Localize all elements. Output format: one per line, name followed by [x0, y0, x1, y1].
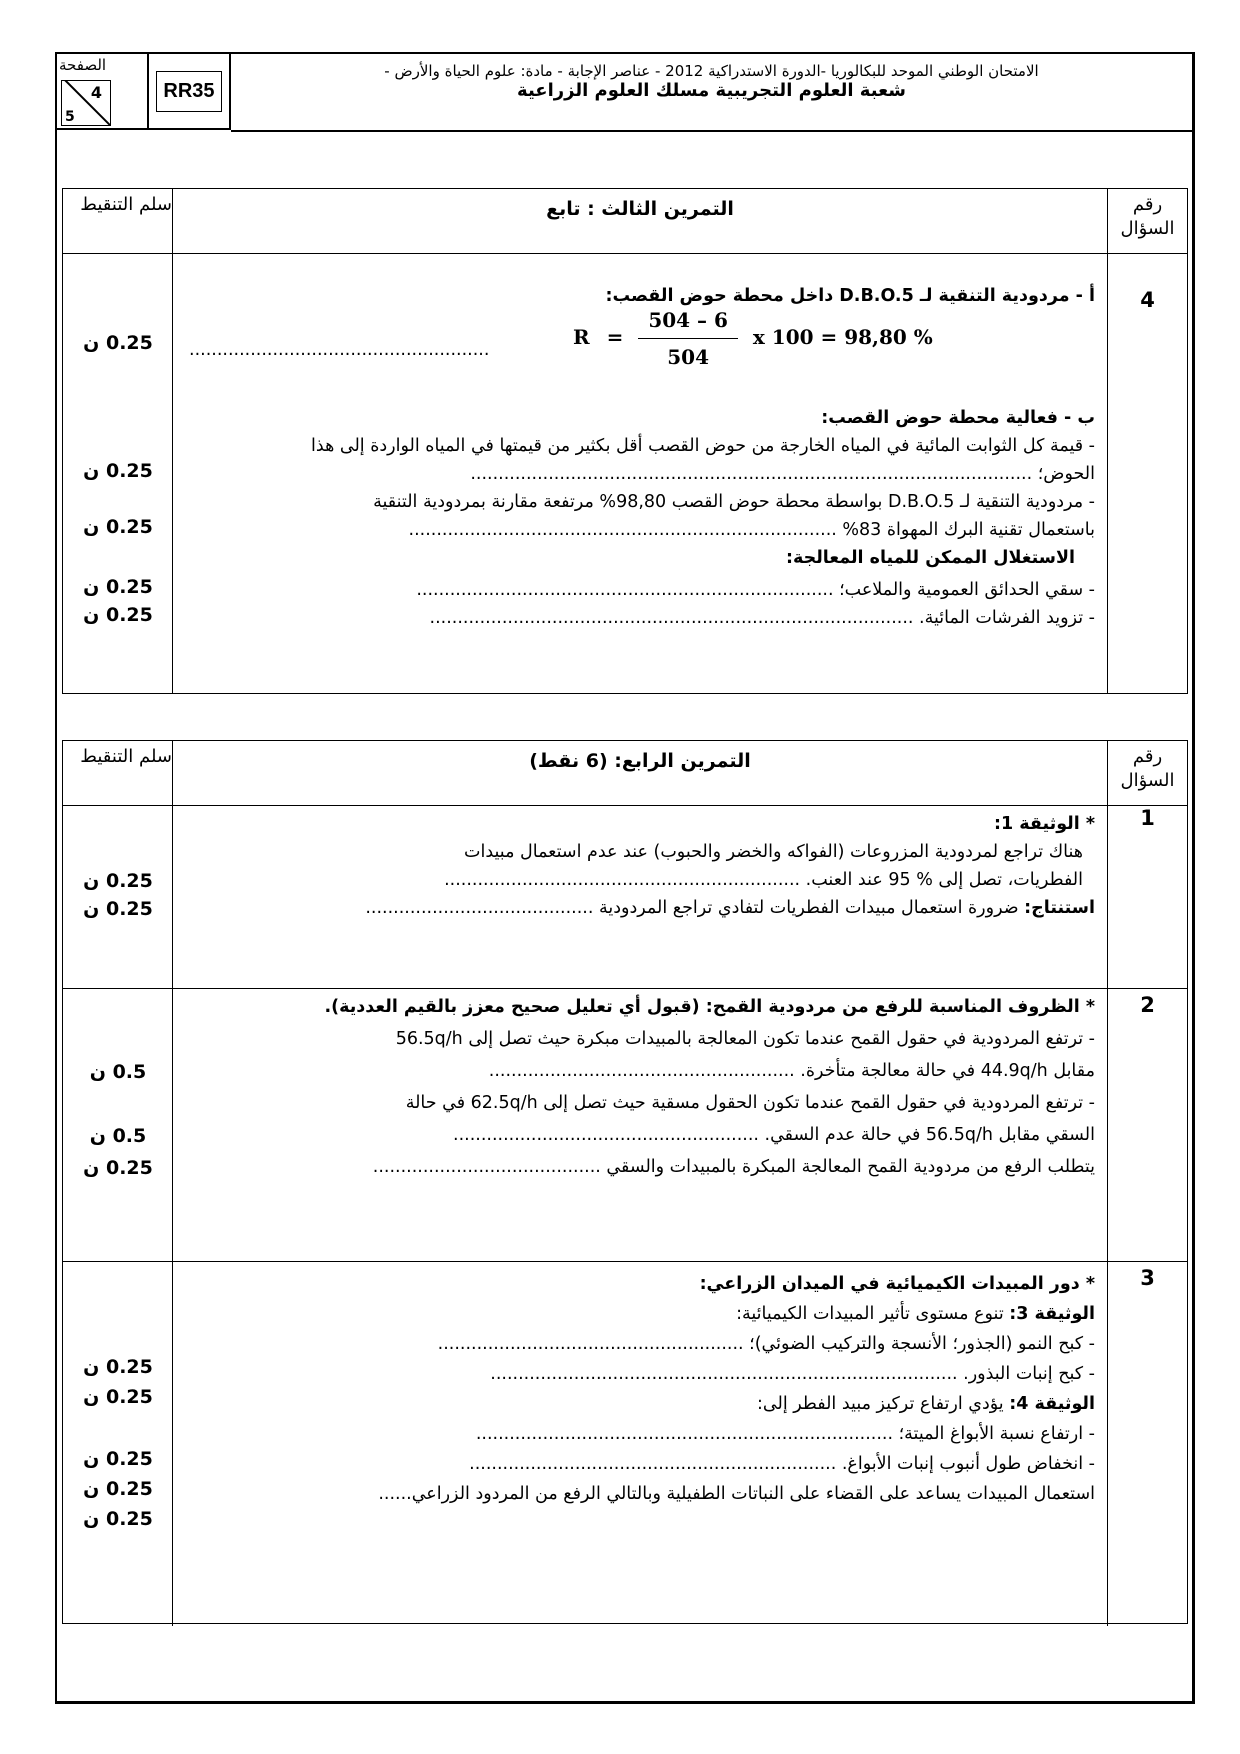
score-value: 0.25 ن	[83, 870, 153, 892]
score-value: 0.25 ن	[83, 1356, 153, 1378]
q2-line4: السقي مقابل 56.5q/h في حالة عدم السقي. .......................................................	[453, 1125, 1095, 1145]
formula-dots: ......................................................	[189, 340, 490, 360]
q2-line5: يتطلب الرفع من مردودية القمح المعالجة المبكرة بالمبيدات والسقي .........................................	[372, 1157, 1095, 1177]
q3-line3: - ارتفاع نسبة الأبواغ الميتة؛ ...........................................................................	[475, 1424, 1095, 1444]
answer-sheet-page	[55, 52, 1195, 1704]
q1-conclusion-label: استنتاج:	[1024, 898, 1095, 918]
exercise3-table	[62, 188, 1188, 694]
score-column	[63, 1262, 173, 1626]
formula-result: x 100 = 98,80 %	[752, 325, 933, 349]
q3-doc4-text: يؤدي ارتفاع تركيز مبيد الفطر إلى:	[757, 1394, 1010, 1414]
question-number: 3	[1107, 1262, 1187, 1626]
q4-part-a-title: أ - مردودية التنقية لـ D.B.O.5 داخل محطة حوض القصب:	[605, 286, 1095, 306]
exercise4-table	[62, 740, 1188, 1624]
q3-doc3	[185, 1300, 1095, 1328]
q1-conclusion	[185, 894, 1095, 922]
q3-line1: - كبح النمو (الجذور؛ الأنسجة والتركيب الضوئي)؛ .......................................................	[437, 1334, 1095, 1354]
score-value: 0.5 ن	[89, 1125, 147, 1147]
q3-doc4	[185, 1390, 1095, 1418]
exercise4-q3-row	[63, 1262, 1187, 1626]
q2-line1: - ترتفع المردودية في حقول القمح عندما تكون المعالجة بالمبيدات مبكرة حيث تصل إلى 56.5q/h	[395, 1029, 1095, 1049]
q4-part-c-title: الاستغلال الممكن للمياه المعالجة:	[785, 548, 1075, 568]
dbo5-formula	[573, 306, 933, 371]
page-fraction	[61, 80, 111, 126]
formula-fraction	[638, 306, 738, 371]
exercise3-q4-content	[173, 254, 1107, 694]
exercise4-q2-row	[63, 989, 1187, 1262]
exercise3-title: التمرين الثالث : تابع	[546, 198, 734, 220]
header-line1: الامتحان الوطني الموحد للبكالوريا -الدورة الاستدراكية 2012 - عناصر الإجابة - مادة: علوم الحياة والأرض -	[384, 62, 1039, 80]
q1-conclusion-text: ضرورة استعمال مبيدات الفطريات لتفادي تراجع المردودية .........................................	[365, 898, 1025, 918]
score-value: 0.25 ن	[83, 1448, 153, 1470]
header-title	[231, 54, 1192, 132]
score-value: 0.25 ن	[83, 576, 153, 598]
exam-code: RR35	[156, 71, 221, 112]
page-label: الصفحة	[59, 56, 107, 74]
score-value: 0.25 ن	[83, 898, 153, 920]
exercise3-q4-row	[63, 254, 1187, 694]
q4-b-line1: - قيمة كل الثوابت المائية في المياه الخارجة من حوض القصب أقل بكثير من قيمتها في المياه الواردة إلى هذا	[311, 436, 1095, 456]
exercise3-header-row	[63, 189, 1187, 254]
question-number: 2	[1107, 989, 1187, 1261]
exercise4-header-row	[63, 741, 1187, 806]
q1-line2: الفطريات، تصل إلى % 95 عند العنب. ................................................................	[444, 870, 1083, 890]
q3-doc3-label: الوثيقة 3:	[1009, 1304, 1095, 1324]
q2-title: * الظروف المناسبة للرفع من مردودية القمح: (قبول أي تعليل صحيح معزز بالقيم العددية).	[324, 997, 1095, 1017]
q1-title: * الوثيقة 1:	[994, 814, 1095, 834]
score-column	[63, 254, 173, 694]
score-col-header: سلم التنقيط	[63, 189, 173, 253]
q4-c-line1: - سقي الحدائق العمومية والملاعب؛ ...........................................................................	[416, 580, 1095, 600]
exercise4-q1-row	[63, 806, 1187, 989]
score-value: 0.5 ن	[89, 1061, 147, 1083]
exercise4-q2-content	[173, 989, 1107, 1261]
question-col-header: رقم السؤال	[1107, 189, 1187, 253]
q3-title: * دور المبيدات الكيميائية في الميدان الزراعي:	[699, 1274, 1095, 1294]
q3-line4: - انخفاض طول أنبوب إنبات الأبواغ. ..................................................................	[469, 1454, 1095, 1474]
q4-b-line1b: الحوض؛ .....................................................................................................	[470, 464, 1095, 484]
q3-line5: استعمال المبيدات يساعد على القضاء على النباتات الطفيلية وبالتالي الرفع من المردود الزراعي......	[378, 1484, 1095, 1504]
score-value: 0.25 ن	[83, 1157, 153, 1179]
formula-numerator: 504 – 6	[638, 306, 738, 339]
score-value: 0.25 ن	[83, 1478, 153, 1500]
score-value: 0.25 ن	[83, 1386, 153, 1408]
q1-line1: هناك تراجع لمردودية المزروعات (الفواكه والخضر والحبوب) عند عدم استعمال مبيدات	[464, 842, 1083, 862]
score-value: 0.25 ن	[83, 460, 153, 482]
question-number: 4	[1107, 254, 1187, 694]
score-value: 0.25 ن	[83, 332, 153, 354]
formula-eq: =	[606, 325, 624, 349]
formula-denominator: 504	[667, 345, 709, 369]
question-number: 1	[1107, 806, 1187, 988]
score-col-header: سلم التنقيط	[63, 741, 173, 805]
exam-code-box	[149, 54, 231, 130]
q2-line3: - ترتفع المردودية في حقول القمح عندما تكون الحقول مسقية حيث تصل إلى 62.5q/h في حالة	[405, 1093, 1095, 1113]
q4-c-line2: - تزويد الفرشات المائية. .......................................................................................	[429, 608, 1095, 628]
score-column	[63, 989, 173, 1261]
q2-line2: مقابل 44.9q/h في حالة معالجة متأخرة. .......................................................	[488, 1061, 1095, 1081]
page-total: 5	[65, 109, 75, 125]
q4-b-line2: - مردودية التنقية لـ D.B.O.5 بواسطة محطة حوض القصب 98,80% مرتفعة مقارنة بمردودية التنقية	[373, 492, 1095, 512]
q3-doc3-text: تنوع مستوى تأثير المبيدات الكيميائية:	[736, 1304, 1010, 1324]
score-column	[63, 806, 173, 988]
question-col-header: رقم السؤال	[1107, 741, 1187, 805]
score-value: 0.25 ن	[83, 604, 153, 626]
exercise4-q3-content	[173, 1262, 1107, 1626]
header-line2: شعبة العلوم التجريبية مسلك العلوم الزراعية	[517, 80, 906, 101]
exercise4-q1-content	[173, 806, 1107, 988]
q3-line2: - كبح إنبات البذور. ....................................................................................	[490, 1364, 1095, 1384]
page-number-box	[57, 54, 149, 130]
page-current: 4	[90, 83, 102, 102]
score-value: 0.25 ن	[83, 516, 153, 538]
q4-part-b-title: ب - فعالية محطة حوض القصب:	[821, 408, 1095, 428]
q3-doc4-label: الوثيقة 4:	[1009, 1394, 1095, 1414]
exercise4-title: التمرين الرابع: (6 نقط)	[529, 750, 751, 772]
q4-b-line2b: باستعمال تقنية البرك المهواة 83% .............................................................................	[408, 520, 1095, 540]
formula-r: R	[573, 325, 590, 349]
score-value: 0.25 ن	[83, 1508, 153, 1530]
